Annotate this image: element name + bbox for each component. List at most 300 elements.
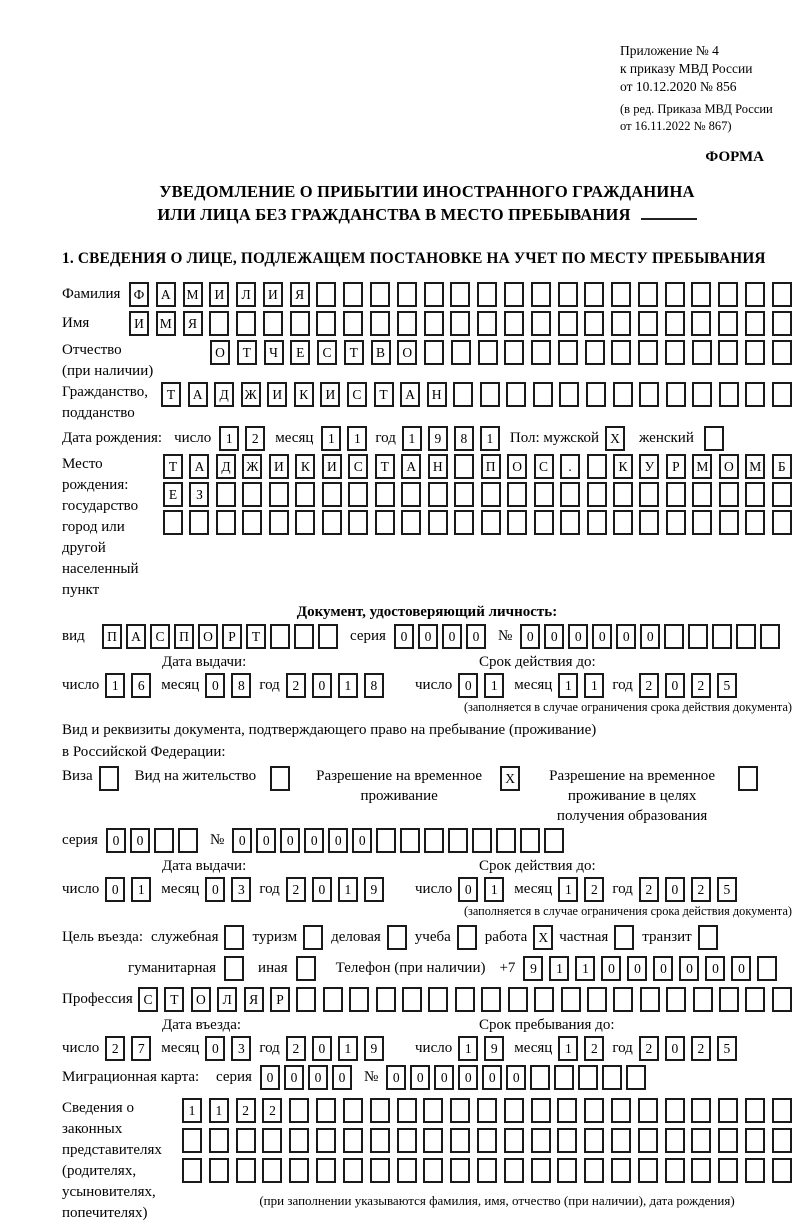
form-cell[interactable]: 0 [256,828,276,853]
form-cell[interactable] [343,311,363,336]
form-cell[interactable] [666,987,686,1012]
form-cell[interactable]: Я [244,987,264,1012]
form-cell[interactable] [316,282,336,307]
form-cell[interactable]: 0 [312,673,332,698]
form-cell[interactable]: Р [666,454,686,479]
form-cell[interactable] [262,1128,282,1153]
form-cell[interactable]: 0 [466,624,486,649]
form-cell[interactable] [718,282,738,307]
form-cell[interactable]: Е [290,340,310,365]
form-cell[interactable] [397,282,417,307]
form-cell[interactable] [638,1158,658,1183]
form-cell[interactable] [531,1128,551,1153]
form-cell[interactable] [370,1158,390,1183]
form-cell[interactable] [558,311,578,336]
form-cell[interactable] [316,311,336,336]
form-cell[interactable] [772,382,792,407]
form-cell[interactable]: 0 [458,877,478,902]
form-cell[interactable]: X [533,925,553,950]
form-cell[interactable]: О [191,987,211,1012]
form-cell[interactable]: И [267,382,287,407]
form-cell[interactable] [688,624,708,649]
form-cell[interactable]: 1 [558,1036,578,1061]
form-cell[interactable] [397,1098,417,1123]
form-cell[interactable] [270,766,290,791]
form-cell[interactable]: 1 [219,426,239,451]
form-cell[interactable] [719,510,739,535]
form-cell[interactable]: 5 [717,673,737,698]
form-cell[interactable] [428,482,448,507]
form-cell[interactable] [397,311,417,336]
form-cell[interactable] [163,510,183,535]
form-cell[interactable] [496,828,516,853]
form-cell[interactable] [558,282,578,307]
form-cell[interactable] [611,1098,631,1123]
form-cell[interactable] [424,340,444,365]
form-cell[interactable] [691,282,711,307]
form-cell[interactable] [322,482,342,507]
form-cell[interactable]: Т [237,340,257,365]
form-cell[interactable] [757,956,777,981]
form-cell[interactable]: 1 [584,673,604,698]
form-cell[interactable] [557,1098,577,1123]
form-cell[interactable] [559,382,579,407]
form-cell[interactable] [376,828,396,853]
form-cell[interactable] [450,1158,470,1183]
form-cell[interactable]: К [294,382,314,407]
form-cell[interactable]: Л [236,282,256,307]
form-cell[interactable] [296,987,316,1012]
form-cell[interactable]: П [481,454,501,479]
form-cell[interactable] [269,482,289,507]
form-cell[interactable]: . [560,454,580,479]
form-cell[interactable]: З [189,482,209,507]
form-cell[interactable] [745,510,765,535]
form-cell[interactable] [424,311,444,336]
form-cell[interactable]: К [295,454,315,479]
form-cell[interactable] [451,340,471,365]
form-cell[interactable]: 1 [131,877,151,902]
form-cell[interactable] [322,510,342,535]
form-cell[interactable]: 0 [205,673,225,698]
form-cell[interactable] [323,987,343,1012]
form-cell[interactable] [719,482,739,507]
form-cell[interactable]: 0 [627,956,647,981]
form-cell[interactable]: 1 [484,877,504,902]
form-cell[interactable]: И [209,282,229,307]
form-cell[interactable] [477,311,497,336]
form-cell[interactable]: И [269,454,289,479]
form-cell[interactable]: К [613,454,633,479]
form-cell[interactable] [665,1128,685,1153]
form-cell[interactable]: 1 [321,426,341,451]
form-cell[interactable] [349,987,369,1012]
form-cell[interactable]: 1 [338,877,358,902]
form-cell[interactable]: Р [222,624,242,649]
form-cell[interactable]: 7 [131,1036,151,1061]
form-cell[interactable] [504,282,524,307]
form-cell[interactable] [454,454,474,479]
form-cell[interactable]: С [150,624,170,649]
form-cell[interactable] [704,426,724,451]
form-cell[interactable]: Т [375,454,395,479]
form-cell[interactable] [450,282,470,307]
form-cell[interactable]: Т [374,382,394,407]
form-cell[interactable]: 0 [332,1065,352,1090]
form-cell[interactable] [692,510,712,535]
form-cell[interactable] [626,1065,646,1090]
form-cell[interactable]: 0 [308,1065,328,1090]
form-cell[interactable]: 0 [205,877,225,902]
form-cell[interactable]: 1 [558,877,578,902]
form-cell[interactable]: X [500,766,520,791]
form-cell[interactable] [236,311,256,336]
form-cell[interactable] [531,340,551,365]
form-cell[interactable] [450,1128,470,1153]
form-cell[interactable]: 6 [131,673,151,698]
form-cell[interactable] [450,311,470,336]
form-cell[interactable] [295,510,315,535]
form-cell[interactable] [224,956,244,981]
form-cell[interactable] [269,510,289,535]
form-cell[interactable] [303,925,323,950]
form-cell[interactable] [477,1158,497,1183]
form-cell[interactable] [504,311,524,336]
form-cell[interactable]: М [692,454,712,479]
form-cell[interactable] [507,510,527,535]
form-cell[interactable] [712,624,732,649]
form-cell[interactable] [587,454,607,479]
form-cell[interactable]: И [263,282,283,307]
form-cell[interactable]: 0 [106,828,126,853]
form-cell[interactable]: 9 [523,956,543,981]
form-cell[interactable] [423,1158,443,1183]
form-cell[interactable]: 0 [232,828,252,853]
form-cell[interactable]: 5 [717,877,737,902]
form-cell[interactable]: Ф [129,282,149,307]
form-cell[interactable] [557,1128,577,1153]
form-cell[interactable] [504,1158,524,1183]
form-cell[interactable]: И [129,311,149,336]
form-cell[interactable] [387,925,407,950]
form-cell[interactable] [718,1098,738,1123]
form-cell[interactable]: 2 [584,877,604,902]
form-cell[interactable] [375,482,395,507]
form-cell[interactable]: 0 [260,1065,280,1090]
form-cell[interactable]: 9 [484,1036,504,1061]
form-cell[interactable] [457,925,477,950]
form-cell[interactable] [666,482,686,507]
form-cell[interactable] [664,624,684,649]
form-cell[interactable]: 9 [364,1036,384,1061]
form-cell[interactable] [760,624,780,649]
form-cell[interactable] [638,1098,658,1123]
form-cell[interactable] [558,340,578,365]
form-cell[interactable] [611,1158,631,1183]
form-cell[interactable] [348,482,368,507]
form-cell[interactable] [370,282,390,307]
form-cell[interactable] [236,1158,256,1183]
form-cell[interactable]: 1 [480,426,500,451]
form-cell[interactable] [745,311,765,336]
form-cell[interactable] [178,828,198,853]
form-cell[interactable]: А [189,454,209,479]
form-cell[interactable] [450,1098,470,1123]
form-cell[interactable] [611,1128,631,1153]
form-cell[interactable] [455,987,475,1012]
form-cell[interactable] [772,510,792,535]
form-cell[interactable] [772,987,792,1012]
form-cell[interactable] [718,340,738,365]
form-cell[interactable] [693,987,713,1012]
form-cell[interactable]: 2 [691,1036,711,1061]
form-cell[interactable]: 5 [717,1036,737,1061]
form-cell[interactable] [718,1128,738,1153]
form-cell[interactable] [692,382,712,407]
form-cell[interactable]: 1 [402,426,422,451]
form-cell[interactable] [698,925,718,950]
form-cell[interactable]: О [210,340,230,365]
form-cell[interactable]: 0 [312,1036,332,1061]
form-cell[interactable] [638,1128,658,1153]
form-cell[interactable] [236,1128,256,1153]
form-cell[interactable] [745,482,765,507]
form-cell[interactable] [370,1128,390,1153]
form-cell[interactable] [614,925,634,950]
form-cell[interactable] [216,510,236,535]
form-cell[interactable] [182,1158,202,1183]
form-cell[interactable]: 0 [442,624,462,649]
form-cell[interactable] [745,1128,765,1153]
form-cell[interactable]: Я [290,282,310,307]
form-cell[interactable]: 0 [458,1065,478,1090]
form-cell[interactable]: И [322,454,342,479]
form-cell[interactable] [508,987,528,1012]
form-cell[interactable] [504,340,524,365]
form-cell[interactable] [584,311,604,336]
form-cell[interactable] [343,282,363,307]
form-cell[interactable] [772,1128,792,1153]
form-cell[interactable]: Л [217,987,237,1012]
form-cell[interactable] [665,1098,685,1123]
form-cell[interactable] [578,1065,598,1090]
form-cell[interactable] [639,382,659,407]
form-cell[interactable] [348,510,368,535]
form-cell[interactable] [666,382,686,407]
form-cell[interactable]: 8 [364,673,384,698]
form-cell[interactable] [772,482,792,507]
form-cell[interactable]: Т [163,454,183,479]
form-cell[interactable]: 0 [520,624,540,649]
form-cell[interactable]: 2 [262,1098,282,1123]
form-cell[interactable] [370,1098,390,1123]
form-cell[interactable]: 0 [568,624,588,649]
form-cell[interactable]: М [745,454,765,479]
form-cell[interactable] [316,1098,336,1123]
form-cell[interactable]: А [126,624,146,649]
form-cell[interactable]: С [534,454,554,479]
form-cell[interactable] [772,311,792,336]
form-cell[interactable] [772,1158,792,1183]
form-cell[interactable] [402,987,422,1012]
form-cell[interactable]: 2 [639,877,659,902]
form-cell[interactable] [477,282,497,307]
form-cell[interactable]: 0 [386,1065,406,1090]
form-cell[interactable] [504,1128,524,1153]
form-cell[interactable] [533,382,553,407]
form-cell[interactable] [665,340,685,365]
form-cell[interactable] [719,987,739,1012]
form-cell[interactable]: 0 [312,877,332,902]
form-cell[interactable] [428,987,448,1012]
form-cell[interactable]: 8 [231,673,251,698]
form-cell[interactable] [154,828,174,853]
form-cell[interactable] [666,510,686,535]
form-cell[interactable]: 2 [691,877,711,902]
form-cell[interactable] [638,282,658,307]
form-cell[interactable] [454,510,474,535]
form-cell[interactable]: Д [214,382,234,407]
form-cell[interactable]: 0 [653,956,673,981]
form-cell[interactable] [772,282,792,307]
form-cell[interactable]: 0 [640,624,660,649]
form-cell[interactable] [530,1065,550,1090]
form-cell[interactable] [638,311,658,336]
form-cell[interactable] [209,1128,229,1153]
form-cell[interactable] [316,1128,336,1153]
form-cell[interactable] [611,282,631,307]
form-cell[interactable] [401,482,421,507]
form-cell[interactable] [719,382,739,407]
form-cell[interactable] [534,482,554,507]
form-cell[interactable] [718,1158,738,1183]
form-cell[interactable] [586,382,606,407]
form-cell[interactable] [544,828,564,853]
form-cell[interactable]: 0 [665,877,685,902]
form-cell[interactable] [453,382,473,407]
form-cell[interactable]: 2 [584,1036,604,1061]
form-cell[interactable] [477,1128,497,1153]
form-cell[interactable]: О [719,454,739,479]
form-cell[interactable] [639,482,659,507]
form-cell[interactable] [534,510,554,535]
form-cell[interactable]: 0 [284,1065,304,1090]
form-cell[interactable] [745,340,765,365]
form-cell[interactable]: С [317,340,337,365]
form-cell[interactable]: 0 [394,624,414,649]
form-cell[interactable]: 0 [434,1065,454,1090]
form-cell[interactable] [481,987,501,1012]
form-cell[interactable]: 2 [639,673,659,698]
form-cell[interactable] [262,1158,282,1183]
form-cell[interactable] [270,624,290,649]
form-cell[interactable] [454,482,474,507]
form-cell[interactable] [613,382,633,407]
form-cell[interactable] [242,482,262,507]
form-cell[interactable] [531,1098,551,1123]
form-cell[interactable] [242,510,262,535]
form-cell[interactable]: М [183,282,203,307]
form-cell[interactable] [423,1098,443,1123]
form-cell[interactable] [745,1098,765,1123]
form-cell[interactable] [296,956,316,981]
form-cell[interactable] [401,510,421,535]
form-cell[interactable]: 0 [410,1065,430,1090]
form-cell[interactable]: Д [216,454,236,479]
form-cell[interactable]: Т [344,340,364,365]
form-cell[interactable]: 0 [280,828,300,853]
form-cell[interactable] [375,510,395,535]
form-cell[interactable]: Ж [242,454,262,479]
form-cell[interactable]: У [639,454,659,479]
form-cell[interactable] [560,510,580,535]
form-cell[interactable] [692,482,712,507]
form-cell[interactable]: А [156,282,176,307]
form-cell[interactable] [400,828,420,853]
form-cell[interactable] [584,1158,604,1183]
form-cell[interactable]: Т [164,987,184,1012]
form-cell[interactable]: 0 [601,956,621,981]
form-cell[interactable] [561,987,581,1012]
form-cell[interactable] [613,482,633,507]
form-cell[interactable] [209,1158,229,1183]
form-cell[interactable] [745,987,765,1012]
form-cell[interactable] [640,987,660,1012]
form-cell[interactable]: 1 [458,1036,478,1061]
form-cell[interactable] [318,624,338,649]
form-cell[interactable] [691,311,711,336]
form-cell[interactable]: О [198,624,218,649]
form-cell[interactable]: О [397,340,417,365]
form-cell[interactable] [343,1128,363,1153]
form-cell[interactable] [531,311,551,336]
form-cell[interactable] [290,311,310,336]
form-cell[interactable]: 3 [231,877,251,902]
form-cell[interactable]: Т [246,624,266,649]
form-cell[interactable] [665,1158,685,1183]
form-cell[interactable] [638,340,658,365]
form-cell[interactable]: 0 [304,828,324,853]
form-cell[interactable] [738,766,758,791]
form-cell[interactable] [520,828,540,853]
form-cell[interactable] [691,1098,711,1123]
form-cell[interactable]: 2 [286,877,306,902]
form-cell[interactable] [665,282,685,307]
form-cell[interactable] [584,282,604,307]
form-cell[interactable] [397,1158,417,1183]
form-cell[interactable] [478,340,498,365]
form-cell[interactable] [560,482,580,507]
form-cell[interactable]: Ж [241,382,261,407]
form-cell[interactable] [182,1128,202,1153]
form-cell[interactable]: 1 [182,1098,202,1123]
form-cell[interactable] [370,311,390,336]
form-cell[interactable] [263,311,283,336]
form-cell[interactable]: Я [183,311,203,336]
form-cell[interactable] [507,482,527,507]
form-cell[interactable]: Ч [264,340,284,365]
form-cell[interactable]: П [174,624,194,649]
form-cell[interactable]: 1 [484,673,504,698]
form-cell[interactable] [745,282,765,307]
form-cell[interactable] [587,482,607,507]
form-cell[interactable] [481,510,501,535]
form-cell[interactable] [736,624,756,649]
form-cell[interactable]: 1 [347,426,367,451]
form-cell[interactable] [639,510,659,535]
form-cell[interactable] [294,624,314,649]
form-cell[interactable] [587,510,607,535]
